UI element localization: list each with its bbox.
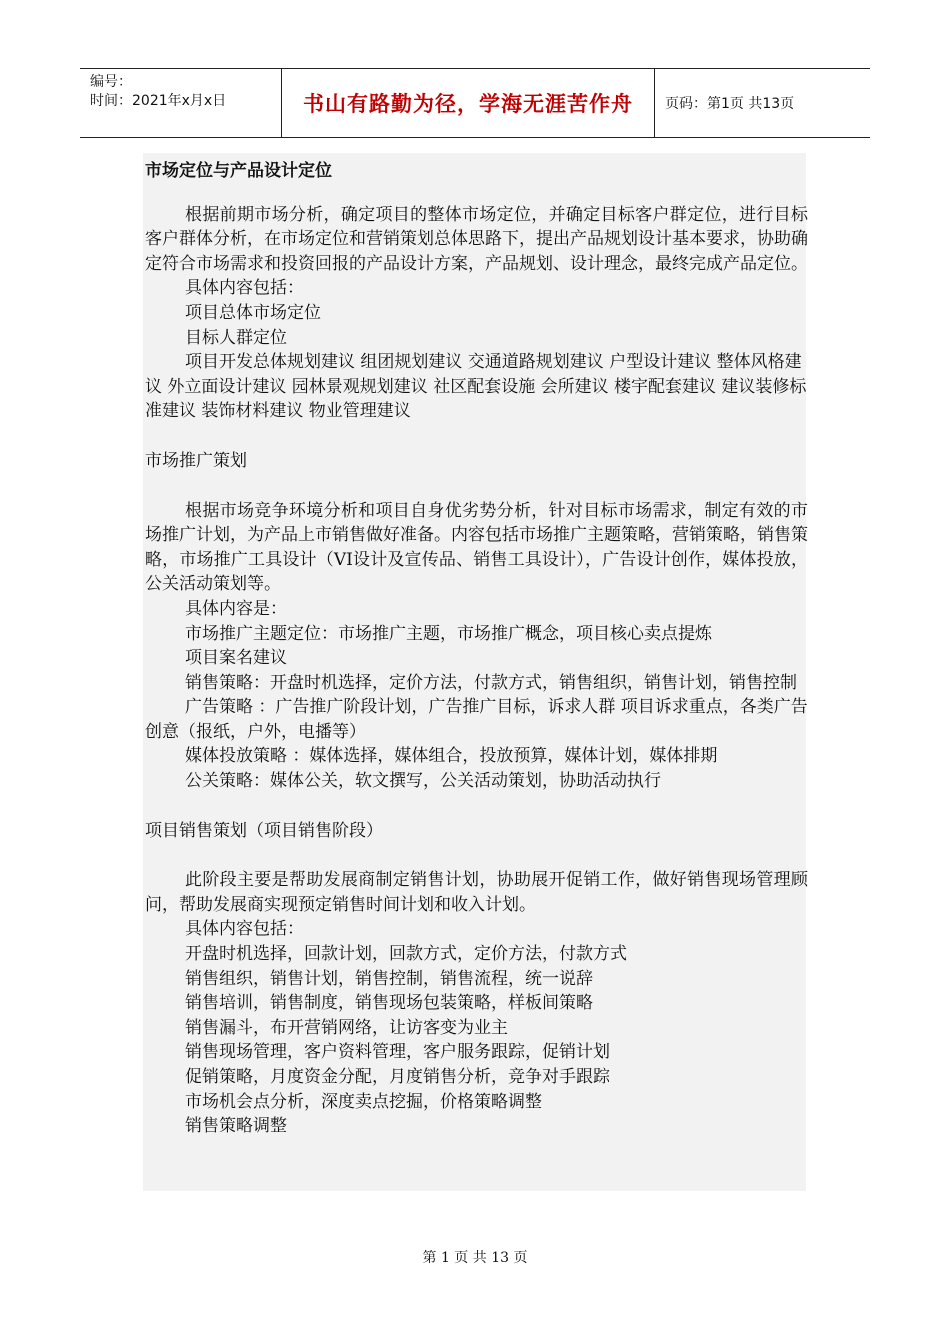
page-footer: 第 1 页 共 13 页 [422,1250,528,1266]
list-item: 公关策略：媒体公关，软文撰写，公关活动策划，协助活动执行 [185,771,661,792]
header-meta [80,69,282,137]
list-item: 具体内容包括： [185,919,304,940]
list-item: 销售培训，销售制度，销售现场包装策略，样板间策略 [185,993,593,1014]
list-item: 具体内容包括： [185,278,304,299]
document-body [145,155,808,1139]
list-item: 销售组织，销售计划，销售控制，销售流程，统一说辞 [185,968,593,989]
document-header [80,68,870,138]
paragraph-promotion: 根据市场竞争环境分析和项目自身优劣势分析，针对目标市场需求，制定有效的市场推广计划，为产品上市销售做好准备。内容包括市场推广主题策略，营销策略，销售策略，市场推广工具设计（VI设计及宣传品、销售工具设计），广告设计创作，媒体投放，公关活动策划等。 [145,500,808,595]
section-title-positioning: 市场定位与产品设计定位 [145,161,332,181]
list-item: 项目总体市场定位 [185,302,321,323]
list-item: 目标人群定位 [185,327,287,348]
list-item: 媒体投放策略 ：媒体选择，媒体组合，投放预算，媒体计划，媒体排期 [185,746,718,767]
list-item-sales-strategy: 销售策略：开盘时机选择，定价方法，付款方式，销售组织，销售计划，销售控制 [185,672,797,693]
header-page-info: 页码：第1页 共13页 [665,96,795,112]
paragraph-positioning: 根据前期市场分析，确定项目的整体市场定位，并确定目标客户群定位，进行目标客户群体分析，在市场定位和营销策划总体思路下，提出产品规划设计基本要求，协助确定符合市场需求和投资回报的产品设计方案，产品规划、设计理念，最终完成产品定位。 [145,204,808,274]
section-title-promotion: 市场推广策划 [145,450,247,471]
list-item-ad-strategy: 广告策略 ：广告推广阶段计划，广告推广目标，诉求人群 项目诉求重点，各类广告创意（报纸，户外，电播等） [145,697,808,742]
section-title-sales: 项目销售策划（项目销售阶段） [145,820,383,841]
list-item: 具体内容是： [185,598,287,619]
paragraph-sales: 此阶段主要是帮助发展商制定销售计划，协助展开促销工作，做好销售现场管理顾问，帮助发展商实现预定销售时间计划和收入计划。 [145,870,808,915]
document-date: 时间：2021年x月x日 [90,93,227,109]
document-number: 编号： [90,74,132,90]
list-item: 项目案名建议 [185,648,287,669]
list-item: 市场推广主题定位：市场推广主题，市场推广概念，项目核心卖点提炼 [185,623,712,644]
header-motto-cell [282,69,655,137]
list-item: 开盘时机选择，回款计划，回款方式，定价方法，付款方式 [185,944,627,965]
header-motto: 书山有路勤为径，学海无涯苦作舟 [303,91,633,116]
list-item-planning-suggestions: 项目开发总体规划建议 组团规划建议 交通道路规划建议 户型设计建议 整体风格建议 外立面设计建议 园林景观规划建议 社区配套设施 会所建议 楼宇配套建议 建议装修标准建议 装饰材料建议 物业管理建议 [145,352,807,422]
list-item: 促销策略，月度资金分配，月度销售分析，竞争对手跟踪 [185,1067,610,1087]
list-item: 销售漏斗，布开营销网络，让访客变为业主 [185,1017,508,1038]
list-item: 销售现场管理，客户资料管理，客户服务跟踪，促销计划 [185,1042,610,1063]
list-item: 销售策略调整 [185,1116,287,1137]
list-item: 市场机会点分析，深度卖点挖掘，价格策略调整 [185,1091,542,1112]
